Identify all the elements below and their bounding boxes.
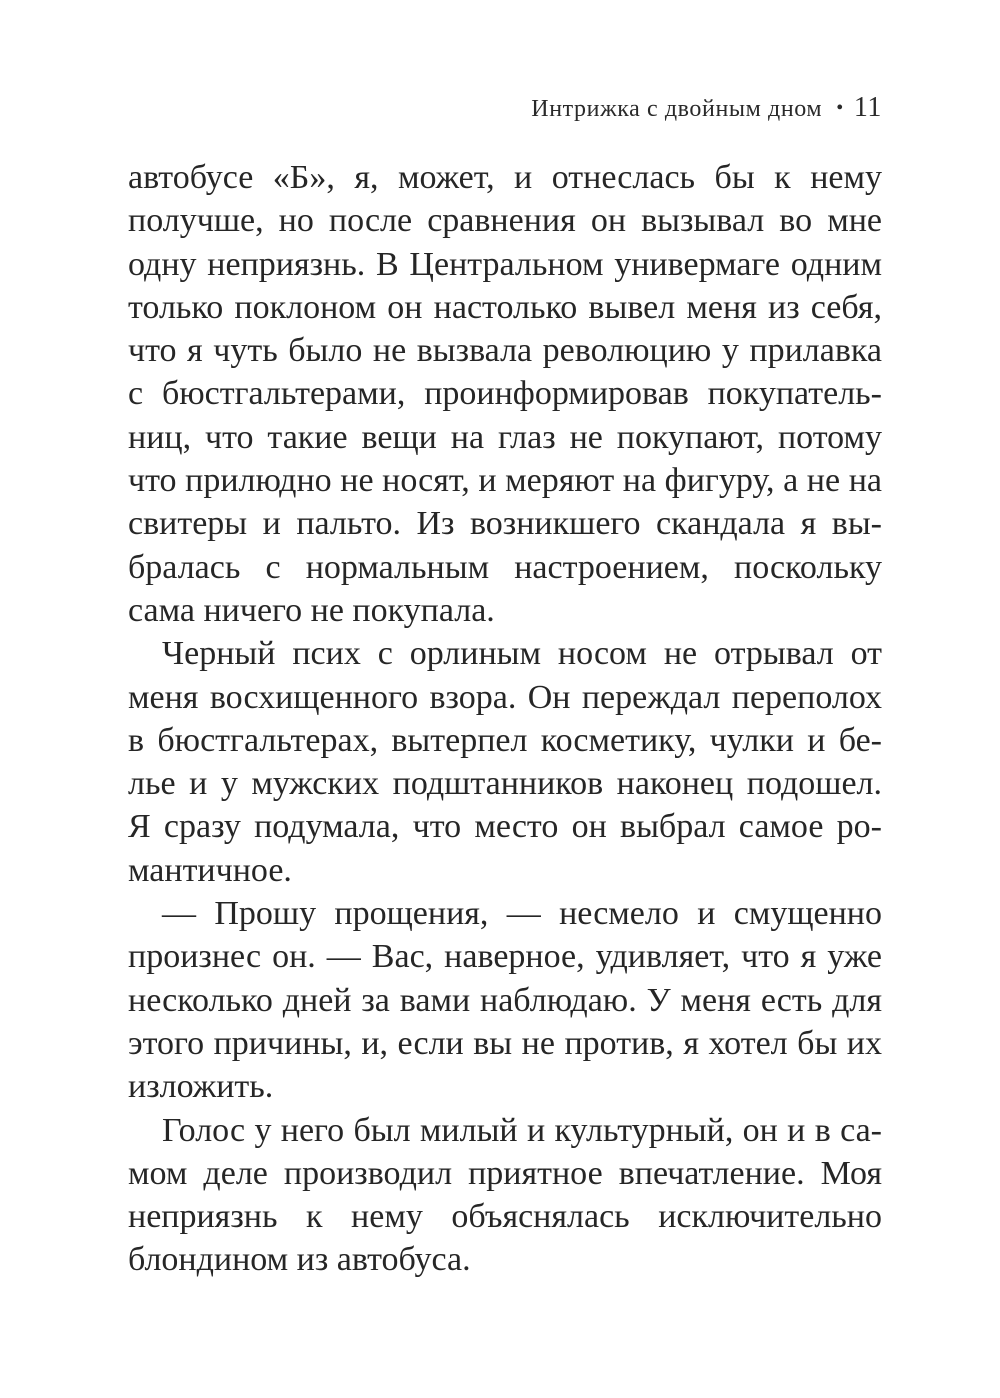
text-line: Я сразу подумала, что место он выбрал самое ро- (128, 808, 882, 846)
text-line: мом деле производил приятное впечатление. Моя (128, 1154, 882, 1192)
text-line: получше, но после сравнения он вызывал во мне (128, 202, 882, 240)
text-line: изложить. (128, 1068, 274, 1106)
text-line: мантичное. (128, 851, 292, 889)
text-line: свитеры и пальто. Из возникшего скандала я вы- (128, 505, 882, 543)
text-line: одну неприязнь. В Центральном универмаге одним (128, 245, 882, 283)
text-line: что прилюдно не носят, и меряют на фигуру, а не на (128, 462, 882, 500)
page-number: 11 (853, 92, 882, 123)
body-text (128, 156, 882, 1282)
text-line: меня восхищенного взора. Он переждал переполох (128, 678, 882, 716)
paragraph-start: — Прошу прощения, — несмело и смущенно (162, 895, 882, 933)
text-line: ниц, что такие вещи на глаз не покупают, потому (128, 418, 882, 456)
text-line: автобусе «Б», я, может, и отнеслась бы к нему (128, 159, 882, 196)
text-line: неприязнь к нему объяснялась исключительно (128, 1198, 882, 1236)
text-line: несколько дней за вами наблюдаю. У меня есть для (128, 981, 882, 1019)
text-line: этого причины, и, если вы не против, я хотел бы их (128, 1024, 882, 1062)
text-line: в бюстгальтерах, вытерпел косметику, чулки и бе- (128, 721, 882, 759)
paragraph-start: Черный псих с орлиным носом не отрывал от (162, 635, 882, 673)
text-line: произнес он. — Вас, наверное, удивляет, что я уже (128, 938, 882, 976)
header-separator: • (836, 97, 844, 119)
text-line: что я чуть было не вызвала революцию у прилавка (128, 332, 882, 370)
text-line: лье и у мужских подштанников наконец подошел. (128, 765, 882, 803)
text-line: блондином из автобуса. (128, 1241, 471, 1279)
text-line: сама ничего не покупала. (128, 591, 495, 629)
text-line: бралась с нормальным настроением, поскольку (128, 548, 882, 586)
text-line: только поклоном он настолько вывел меня из себя, (128, 288, 882, 326)
running-head (531, 92, 882, 124)
text-line: с бюстгальтерами, проинформировав покупатель- (128, 375, 882, 413)
paragraph-start: Голос у него был милый и культурный, он и в са- (162, 1111, 882, 1149)
running-title: Интрижка с двойным дном (531, 96, 823, 122)
